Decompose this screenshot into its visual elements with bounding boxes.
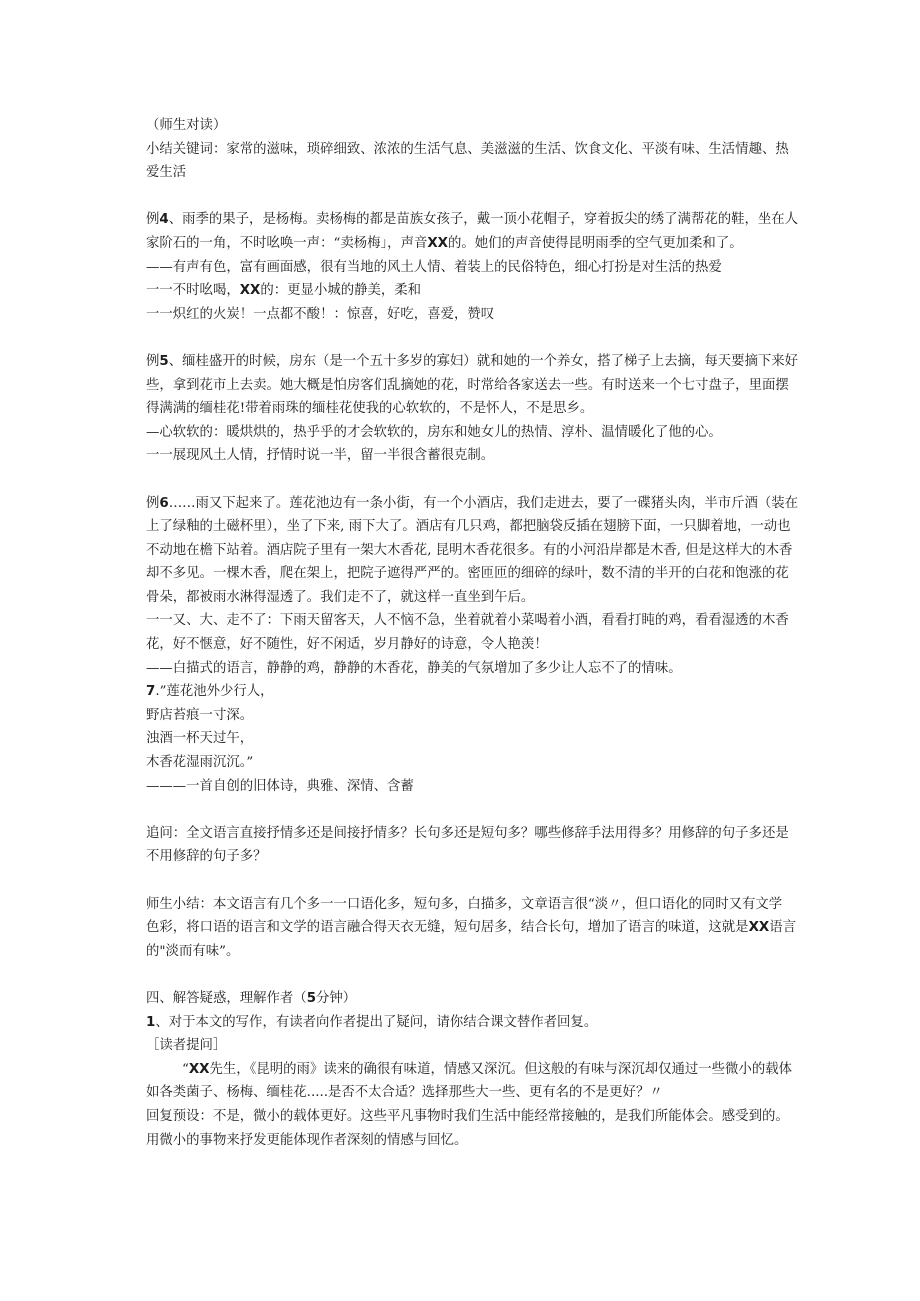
line-27: 浊酒一杯天过午，	[146, 731, 254, 747]
line-39: 1、对于本文的写作，有读者向作者提出了疑问，请你结合课文替作者回复。	[146, 1014, 598, 1030]
line-38: 四、解答疑惑，理解作者（5分钟）	[146, 990, 357, 1006]
line-42: 如各类菌子、杨梅、缅桂花.....是否不太合适？选择那些大一些、更有名的不是更好？〃	[146, 1085, 663, 1101]
line-36: 的"淡而有味”。	[146, 943, 240, 959]
line-3: 爱生活	[146, 165, 187, 181]
line-11: 例5、缅桂盛开的时候，房东（是一个五十多岁的寡妇）就和她的一个养女，搭了梯子上去摘，每天要摘下来好	[146, 353, 799, 369]
line-14: —心软软的：暖烘烘的，热乎乎的才会软软的，房东和她女儿的热情、淳朴、温情暖化了他的心。	[146, 424, 722, 440]
line-17: 例6……雨又下起来了。莲花池边有一条小街，有一个小酒店，我们走进去，要了一碟猪头肉，半市斤酒（装在	[146, 495, 799, 511]
line-44: 用微小的事物来抒发更能体现作者深刻的情感与回忆。	[146, 1132, 468, 1148]
line-31: 追问：全文语言直接抒情多还是间接抒情多？长句多还是短句多？哪些修辞手法用得多？用修辞的句子多还是	[146, 825, 789, 841]
line-41: “XX先生，《昆明的雨》读来的确很有味道，情感又深沉。但这般的有味与深沉却仅通过一些微小的载体	[182, 1061, 792, 1077]
line-23: 花，好不惬意，好不随性，好不闲适，岁月静好的诗意，令人艳羡！	[146, 637, 548, 653]
line-40: ［读者提问］	[146, 1038, 227, 1054]
line-9: 一一炽红的火炭！一点都不酸！：惊喜，好吃，喜爱，赞叹	[146, 306, 495, 322]
line-24: ——白描式的语言，静静的鸡，静静的木香花，静美的气氛增加了多少让人忘不了的情味。	[146, 660, 682, 676]
line-21: 骨朵，都被雨水淋得湿透了。我们走不了，就这样一直坐到午后。	[146, 589, 535, 605]
line-15: 一一展现风土人情，抒情时说一半，留一半很含蓄很克制。	[146, 448, 495, 464]
line-28: 木香花湿雨沉沉。”	[146, 755, 254, 771]
line-29: ———一首自创的旧体诗，典雅、深情、含蓄	[146, 778, 414, 794]
line-22: 一一又、大、走不了：下雨天留客天，人不恼不急，坐着就着小菜喝着小酒，看看打盹的鸡，看看湿透的木香	[146, 613, 789, 629]
text-column	[146, 114, 822, 1152]
line-5: 例4、雨季的果子，是杨梅。卖杨梅的都是苗族女孩子，戴一顶小花帽子，穿着扳尖的绣了满帮花的鞋，坐在人	[146, 212, 799, 228]
line-1: （师生对读）	[146, 118, 227, 133]
line-32: 不用修辞的句子多？	[146, 849, 267, 865]
blank-line	[146, 185, 822, 209]
line-20: 却不多见。一棵木香，爬在架上，把院子遮得严严的。密匝匝的细碎的绿叶，数不清的半开的白花和饱涨的花	[146, 566, 789, 582]
line-34: 师生小结：本文语言有几个多一一口语化多，短句多，白描多，文章语言很“淡〃，但口语化的同时又有文学	[146, 896, 783, 912]
line-43: 回复预设：不是，微小的载体更好。这些平凡事物时我们生活中能经常接触的，是我们所能体会。感受到的。	[146, 1108, 789, 1124]
blank-line	[146, 869, 822, 893]
line-25: 7.”莲花池外少行人，	[146, 684, 274, 700]
line-18: 上了绿釉的土磁杯里），坐了下来, 雨下大了。酒店有几只鸡，都把脑袋反插在翅膀下面，一只脚着地，一动也	[146, 519, 791, 535]
blank-line	[146, 326, 822, 350]
line-26: 野店苔痕一寸深。	[146, 707, 254, 723]
line-6: 家阶石的一角，不时吆唤一声：“卖杨梅」，声音XX的。她们的声音使得昆明雨季的空气更加柔和了。	[146, 235, 743, 251]
blank-line	[146, 468, 822, 492]
line-12: 些，拿到花市上去卖。她大概是怕房客们乱摘她的花，时常给各家送去一些。有时送来一个七寸盘子，里面摆	[146, 377, 789, 393]
line-35: 色彩，将口语的语言和文学的语言融合得天衣无缝，短句居多，结合长句，增加了语言的味道，这就是XX语言	[146, 920, 797, 936]
line-13: 得满满的缅桂花!带着雨珠的缅桂花使我的心软软的，不是怀人，不是思乡。	[146, 401, 594, 417]
line-7: ——有声有色，富有画面感，很有当地的风土人情、着装上的民俗特色，细心打扮是对生活的热爱	[146, 259, 722, 275]
blank-line	[146, 963, 822, 987]
line-8: 一一不时吆喝，XX的：更显小城的静美，柔和	[146, 283, 422, 299]
blank-line	[146, 798, 822, 822]
line-2: 小结关键词：家常的滋味，琐碎细致、浓浓的生活气息、美滋滋的生活、饮食文化、平淡有味、生活情趣、热	[146, 141, 789, 157]
line-19: 不动地在檐下站着。酒店院子里有一架大木香花, 昆明木香花很多。有的小河沿岸都是木香, 但是这样大的木香	[146, 542, 793, 558]
